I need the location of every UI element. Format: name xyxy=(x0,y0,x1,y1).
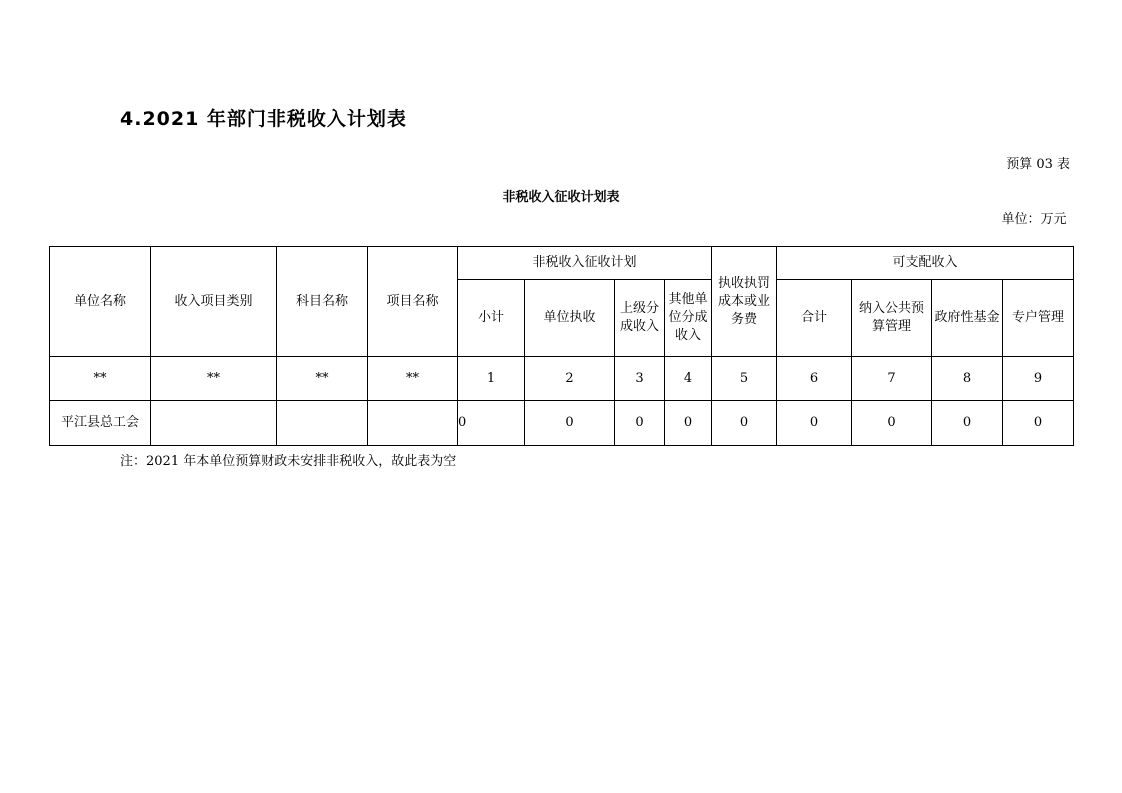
header-plan-group: 非税收入征收计划 xyxy=(458,247,712,280)
table-cell: 5 xyxy=(712,357,777,401)
header-unit-collection: 单位执收 xyxy=(525,280,615,357)
table-cell xyxy=(368,401,458,446)
header-disposable-group: 可支配收入 xyxy=(777,247,1074,280)
table-cell: 6 xyxy=(777,357,852,401)
table-cell: 0 xyxy=(615,401,665,446)
table-cell: 0 xyxy=(525,401,615,446)
table-cell xyxy=(277,401,368,446)
table-cell xyxy=(151,401,277,446)
table-cell: ** xyxy=(368,357,458,401)
header-unit-name: 单位名称 xyxy=(50,247,151,357)
table-cell: ** xyxy=(151,357,277,401)
header-project-name: 项目名称 xyxy=(368,247,458,357)
table-cell: 2 xyxy=(525,357,615,401)
table-cell: 0 xyxy=(712,401,777,446)
header-other-share: 其他单位分成收入 xyxy=(665,280,712,357)
unit-label: 单位：万元 xyxy=(1001,212,1067,227)
table-cell: 3 xyxy=(615,357,665,401)
table-cell: 0 xyxy=(852,401,932,446)
table-cell: 0 xyxy=(1003,401,1074,446)
table-cell: 7 xyxy=(852,357,932,401)
table-row-data xyxy=(50,401,1074,446)
header-public-budget: 纳入公共预算管理 xyxy=(852,280,932,357)
table-row-index xyxy=(50,357,1074,401)
table-cell: 0 xyxy=(665,401,712,446)
table-cell: 9 xyxy=(1003,357,1074,401)
table-cell: 1 xyxy=(458,357,525,401)
table-title: 非税收入征收计划表 xyxy=(502,190,620,205)
header-income-category: 收入项目类别 xyxy=(151,247,277,357)
header-special: 专户管理 xyxy=(1003,280,1074,357)
header-total: 合计 xyxy=(777,280,852,357)
table-cell-unit: 平江县总工会 xyxy=(50,401,151,446)
table-cell: 0 xyxy=(932,401,1003,446)
form-number: 预算 03 表 xyxy=(1006,157,1070,172)
table-cell: 4 xyxy=(665,357,712,401)
table-cell: ** xyxy=(50,357,151,401)
header-subject-name: 科目名称 xyxy=(277,247,368,357)
table-cell: 0 xyxy=(458,401,525,446)
header-subtotal: 小计 xyxy=(458,280,525,357)
table-cell: 8 xyxy=(932,357,1003,401)
header-fund: 政府性基金 xyxy=(932,280,1003,357)
table-cell: ** xyxy=(277,357,368,401)
header-enforcement-cost: 执收执罚成本或业务费 xyxy=(712,247,777,357)
non-tax-revenue-table xyxy=(49,246,1074,446)
header-superior-share: 上级分成收入 xyxy=(615,280,665,357)
table-cell: 0 xyxy=(777,401,852,446)
page-heading: 4.2021 年部门非税收入计划表 xyxy=(120,108,407,130)
footnote: 注：2021 年本单位预算财政未安排非税收入，故此表为空 xyxy=(120,454,457,469)
